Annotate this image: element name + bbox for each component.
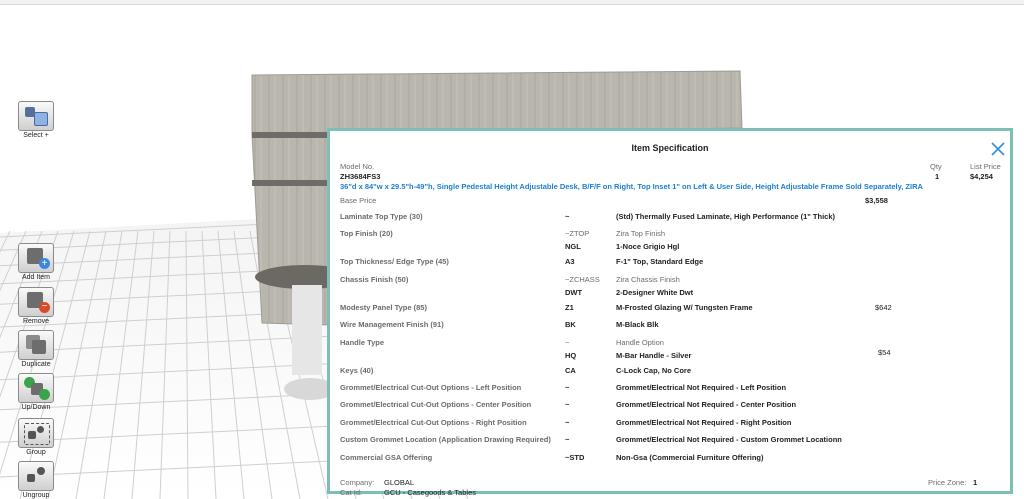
- close-icon[interactable]: [990, 141, 1006, 157]
- option-name: Laminate Top Type (30): [340, 212, 423, 221]
- option-code: ~STD: [565, 452, 585, 462]
- add-item-button[interactable]: [17, 243, 55, 281]
- option-code: DWT: [565, 287, 583, 297]
- duplicate-label: Duplicate: [21, 361, 51, 368]
- group-button[interactable]: [17, 418, 55, 456]
- group-icon: [18, 418, 54, 448]
- option-code: Z1: [565, 302, 574, 312]
- option-value: Grommet/Electrical Not Required - Right Position: [616, 417, 792, 427]
- option-value: M-Black Blk: [616, 320, 659, 330]
- remove-icon: −: [18, 287, 54, 317]
- option-name: Top Thickness/ Edge Type (45): [340, 257, 449, 267]
- option-code: HQ: [565, 350, 577, 360]
- up-down-label: Up/Down: [21, 404, 51, 411]
- up-down-button[interactable]: [17, 373, 55, 411]
- option-code-header: ~ZTOP: [565, 229, 590, 239]
- option-value: 1-Noce Grigio Hgl: [616, 242, 680, 252]
- qty-label: Qty: [930, 162, 942, 171]
- dialog-title: Item Specification: [631, 143, 709, 153]
- option-code: ~: [565, 383, 570, 392]
- option-code: ~: [565, 212, 570, 221]
- group-label: Group: [26, 449, 46, 456]
- option-value: C-Lock Cap, No Core: [616, 365, 692, 375]
- qty-value: 1: [935, 172, 940, 181]
- ungroup-button[interactable]: [17, 461, 55, 499]
- duplicate-icon: [18, 330, 54, 360]
- option-code: CA: [565, 365, 576, 375]
- up-down-icon: [18, 373, 54, 403]
- option-name: Top Finish (20): [340, 229, 393, 239]
- option-name: Wire Management Finish (91): [340, 320, 444, 330]
- option-name: Grommet/Electrical Cut-Out Options - Right Position: [340, 417, 527, 427]
- option-value-header: Zira Chassis Finish: [616, 274, 680, 284]
- option-value: M-Frosted Glazing W/ Tungsten Frame: [616, 302, 753, 312]
- cat-id-value: GCU - Casegoods & Tables: [384, 488, 476, 497]
- remove-button[interactable]: [17, 287, 55, 325]
- option-code-header: ~: [565, 337, 570, 347]
- option-price: $54: [878, 347, 891, 357]
- price-zone-label: Price Zone:: [928, 478, 967, 487]
- item-description-link[interactable]: 36"d x 84"w x 29.5"h-49"h, Single Pedestal Height Adjustable Desk, B/F/F on Right, Top Inset 1" on Left & User Side, Height Adjustable Frame Sold Separately, ZIRA: [340, 182, 923, 191]
- option-value: Non-Gsa (Commercial Furniture Offering): [616, 452, 764, 462]
- list-price-value: $4,254: [970, 172, 993, 181]
- option-name: Commercial GSA Offering: [340, 452, 433, 462]
- option-code: ~: [565, 400, 570, 410]
- option-code: A3: [565, 257, 575, 267]
- base-price-label: Base Price: [340, 196, 377, 205]
- model-label: Model No.: [340, 162, 375, 171]
- option-value: F-1" Top, Standard Edge: [616, 257, 704, 267]
- option-value-header: Zira Top Finish: [616, 229, 666, 239]
- price-zone-value: 1: [973, 478, 978, 487]
- model-number: ZH3684FS3: [340, 172, 381, 181]
- option-name: Modesty Panel Type (85): [340, 302, 427, 312]
- option-name: Chassis Finish (50): [340, 274, 409, 284]
- option-value: M-Bar Handle - Silver: [616, 350, 692, 360]
- item-specification-dialog: [327, 128, 1013, 497]
- remove-label: Remove: [22, 318, 50, 325]
- option-value: Grommet/Electrical Not Required - Custom Grommet Locationn: [616, 435, 842, 445]
- select-tool-label: Select +: [23, 132, 49, 139]
- option-name: Grommet/Electrical Cut-Out Options - Center Position: [340, 400, 532, 410]
- option-name: Keys (40): [340, 365, 374, 375]
- option-value: (Std) Thermally Fused Laminate, High Performance (1" Thick): [616, 212, 836, 221]
- option-value-header: Handle Option: [616, 337, 664, 347]
- add-item-icon: +: [18, 243, 54, 273]
- duplicate-button[interactable]: [17, 330, 55, 368]
- company-label: Company:: [340, 478, 375, 487]
- select-tool-button[interactable]: [17, 101, 55, 139]
- option-code: BK: [565, 320, 576, 330]
- option-code-header: ~ZCHASS: [565, 274, 600, 284]
- option-name: Custom Grommet Location (Application Drawing Required): [340, 435, 551, 445]
- company-value: GLOBAL: [384, 478, 415, 487]
- option-value: 2-Designer White Dwt: [616, 287, 694, 297]
- option-code: ~: [565, 417, 570, 427]
- option-value: Grommet/Electrical Not Required - Left Position: [616, 383, 787, 392]
- ungroup-label: Ungroup: [22, 492, 50, 499]
- base-price-value: $3,558: [865, 196, 888, 205]
- add-item-label: Add Item: [21, 274, 50, 281]
- cat-id-label: Cat Id:: [340, 488, 363, 497]
- select-icon: [18, 101, 54, 131]
- option-value: Grommet/Electrical Not Required - Center Position: [616, 400, 797, 410]
- option-price: $642: [875, 302, 892, 312]
- option-code: NGL: [565, 242, 581, 252]
- list-price-label: List Price: [970, 162, 1001, 171]
- option-name: Grommet/Electrical Cut-Out Options - Left Position: [340, 383, 522, 392]
- ungroup-icon: [18, 461, 54, 491]
- option-code: ~: [565, 435, 570, 445]
- option-name: Handle Type: [340, 337, 385, 347]
